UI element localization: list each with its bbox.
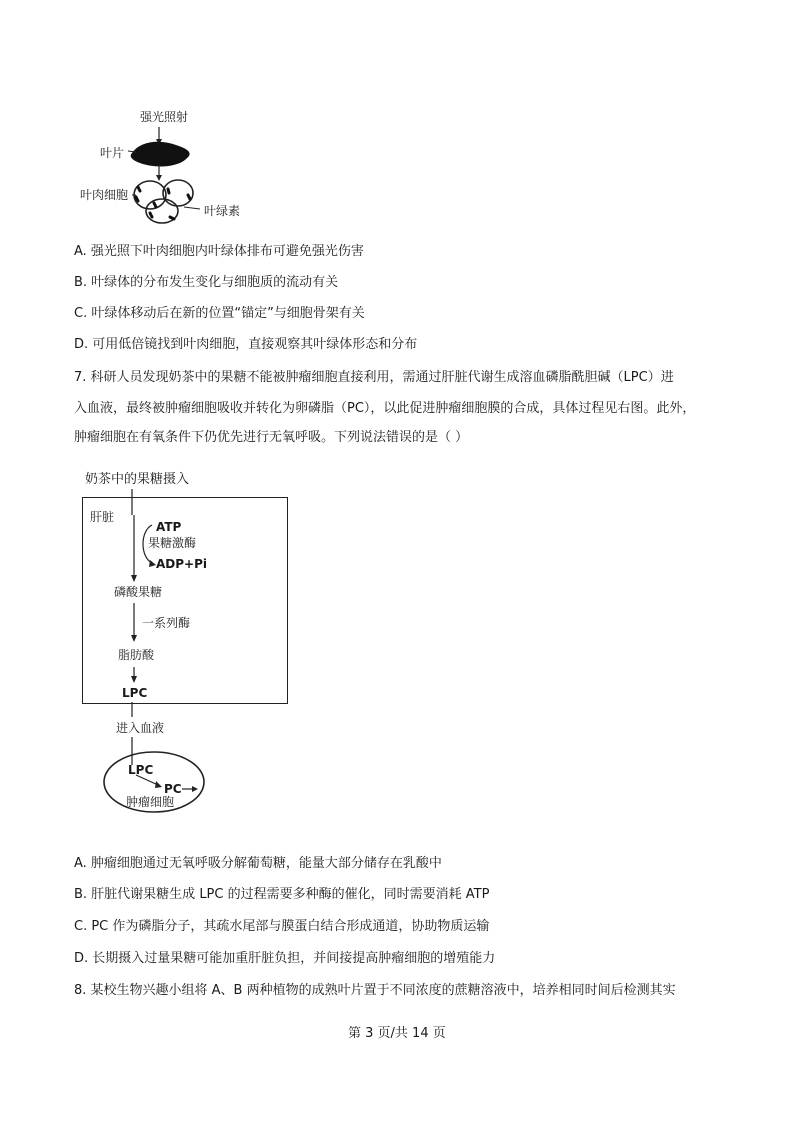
label-tumor-cell: 肿瘤细胞 [126, 795, 175, 809]
label-chlorophyll: 叶绿素 [204, 204, 241, 218]
label-fructokinase: 果糖激酶 [148, 536, 197, 550]
page-footer: 第 3 页/共 14 页 [348, 1026, 446, 1041]
q6-option-b: B. 叶绿体的分布发生变化与细胞质的流动有关 [74, 275, 339, 290]
label-adp-pi: ADP+Pi [156, 557, 208, 571]
label-phosphofructose: 磷酸果糖 [114, 585, 163, 599]
label-strong-light: 强光照射 [140, 110, 189, 124]
q7-stem-line-2: 入血液，最终被肿瘤细胞吸收并转化为卵磷脂（PC），以此促进肿瘤细胞膜的合成，具体过程见右图。此外， [74, 401, 696, 416]
label-lpc-liver: LPC [122, 686, 148, 700]
label-fructose-intake: 奶茶中的果糖摄入 [85, 472, 190, 487]
label-fatty-acid: 脂肪酸 [118, 648, 155, 662]
label-pc: PC [164, 782, 182, 796]
q7-stem-line-3: 肿瘤细胞在有氧条件下仍优先进行无氧呼吸。下列说法错误的是（ ） [74, 430, 469, 445]
mesophyll-cell-1 [134, 181, 166, 209]
figure-leaf-chloroplast [80, 105, 280, 230]
q7-option-b: B. 肝脏代谢果糖生成 LPC 的过程需要多种酶的催化，同时需要消耗 ATP [74, 887, 490, 902]
pathway-arrows-svg [70, 465, 310, 825]
q7-stem-line-1: 7. 科研人员发现奶茶中的果糖不能被肿瘤细胞直接利用，需通过肝脏代谢生成溶血磷脂酰胆碱（LPC）进 [74, 370, 674, 385]
label-atp: ATP [156, 520, 182, 534]
label-liver: 肝脏 [90, 510, 115, 524]
q6-option-c: C. 叶绿体移动后在新的位置“锚定”与细胞骨架有关 [74, 306, 365, 321]
label-leaf: 叶片 [100, 146, 125, 160]
label-series-enzymes: 一系列酶 [142, 616, 191, 630]
q7-option-d: D. 长期摄入过量果糖可能加重肝脏负担，并间接提高肿瘤细胞的增殖能力 [74, 951, 496, 966]
figure-fructose-pathway [70, 465, 310, 825]
label-mesophyll-cell: 叶肉细胞 [80, 188, 129, 202]
label-lpc-tumor: LPC [128, 763, 154, 777]
leaf-shape [131, 142, 190, 167]
q7-option-a: A. 肿瘤细胞通过无氧呼吸分解葡萄糖，能量大部分储存在乳酸中 [74, 856, 442, 871]
q6-option-a: A. 强光照下叶肉细胞内叶绿体排布可避免强光伤害 [74, 244, 364, 259]
label-enter-blood: 进入血液 [116, 721, 165, 735]
q6-option-d: D. 可用低倍镜找到叶肉细胞，直接观察其叶绿体形态和分布 [74, 337, 418, 352]
q7-option-c: C. PC 作为磷脂分子，其疏水尾部与膜蛋白结合形成通道，协助物质运输 [74, 919, 490, 934]
q8-stem-line-1: 8. 某校生物兴趣小组将 A、B 两种植物的成熟叶片置于不同浓度的蔗糖溶液中，培养相同时间后检测其实 [74, 983, 676, 998]
